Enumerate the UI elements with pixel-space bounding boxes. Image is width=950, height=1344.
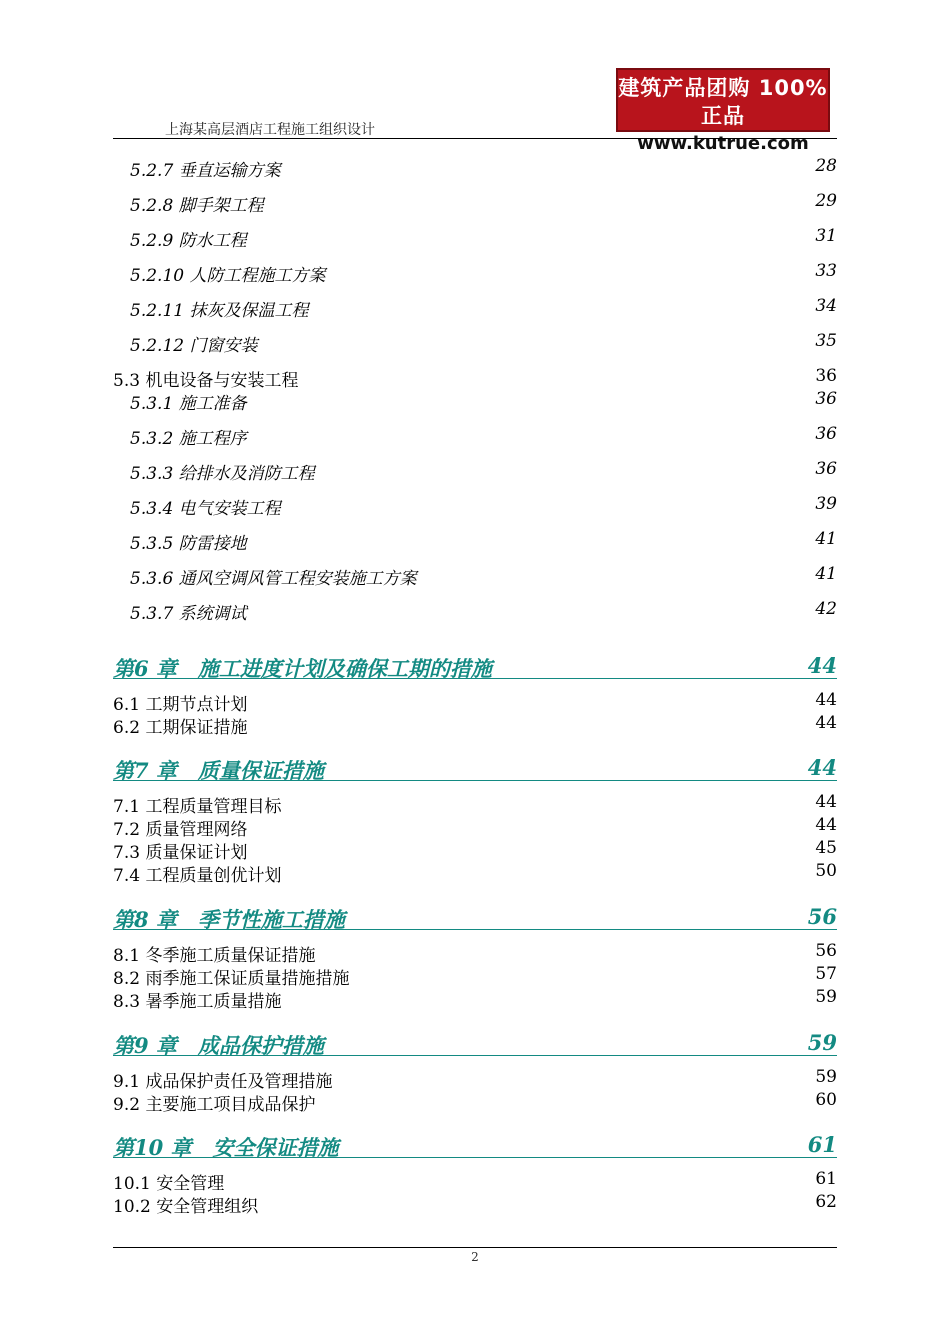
toc-entry[interactable] [0,366,950,390]
toc-entry-page: 31 [815,226,837,246]
chapter-underline [113,1055,837,1056]
toc-entry-title: 9.1 成品保护责任及管理措施 [113,1072,333,1092]
toc-entry-page: 44 [815,815,837,835]
toc-entry-title: 5.3.1 施工准备 [130,394,247,414]
toc-entry[interactable] [0,1090,950,1114]
toc-entry[interactable] [0,424,950,448]
toc-entry[interactable] [0,987,950,1011]
toc-entry-title: 5.3.5 防雷接地 [130,534,247,554]
toc-entry[interactable] [0,941,950,965]
toc-chapter-title: 第8 章 季节性施工措施 [113,907,345,932]
toc-entry[interactable] [0,156,950,180]
toc-entry-page: 29 [815,191,837,211]
toc-entry-title: 6.2 工期保证措施 [113,718,248,738]
document-header-title: 上海某高层酒店工程施工组织设计 [165,122,375,138]
toc-entry[interactable] [0,1192,950,1216]
toc-entry-page: 36 [815,366,837,386]
toc-entry-page: 45 [815,838,837,858]
toc-entry-title: 5.3.6 通风空调风管工程安装施工方案 [130,569,417,589]
toc-entry-page: 44 [815,690,837,710]
toc-entry-title: 8.2 雨季施工保证质量措施措施 [113,969,350,989]
toc-entry-title: 8.1 冬季施工质量保证措施 [113,946,316,966]
toc-entry[interactable] [0,964,950,988]
toc-chapter-heading[interactable] [0,1030,950,1060]
toc-entry[interactable] [0,713,950,737]
toc-entry-title: 7.1 工程质量管理目标 [113,797,282,817]
toc-entry-page: 60 [815,1090,837,1110]
toc-chapter-heading[interactable] [0,755,950,785]
toc-entry-title: 5.2.7 垂直运输方案 [130,161,281,181]
toc-chapter-heading[interactable] [0,653,950,683]
toc-entry-title: 8.3 暑季施工质量措施 [113,992,282,1012]
toc-entry[interactable] [0,529,950,553]
toc-entry-title: 5.2.10 人防工程施工方案 [130,266,326,286]
toc-entry[interactable] [0,191,950,215]
toc-chapter-heading[interactable] [0,904,950,934]
toc-entry-page: 59 [815,1067,837,1087]
toc-entry[interactable] [0,861,950,885]
header-rule [113,138,837,139]
toc-entry[interactable] [0,815,950,839]
logo-url: www.kutrue.com [622,132,824,156]
toc-entry[interactable] [0,389,950,413]
toc-chapter-page: 59 [807,1030,837,1055]
toc-entry[interactable] [0,494,950,518]
toc-entry-title: 10.1 安全管理 [113,1174,225,1194]
chapter-underline [113,1157,837,1158]
toc-entry[interactable] [0,331,950,355]
toc-chapter-title: 第9 章 成品保护措施 [113,1033,324,1058]
toc-entry[interactable] [0,690,950,714]
toc-entry-page: 44 [815,713,837,733]
toc-entry-page: 41 [815,564,837,584]
toc-entry-page: 36 [815,424,837,444]
toc-entry[interactable] [0,1067,950,1091]
toc-entry-title: 5.3.2 施工程序 [130,429,247,449]
toc-entry-page: 61 [815,1169,837,1189]
toc-entry-page: 44 [815,792,837,812]
toc-entry-title: 5.2.11 抹灰及保温工程 [130,301,309,321]
toc-entry-title: 5.3 机电设备与安装工程 [113,371,299,391]
footer-rule [113,1247,837,1248]
toc-entry-title: 5.3.7 系统调试 [130,604,247,624]
toc-entry-title: 5.3.4 电气安装工程 [130,499,281,519]
toc-entry-page: 36 [815,459,837,479]
toc-entry-page: 57 [815,964,837,984]
toc-entry-page: 42 [815,599,837,619]
toc-entry-page: 62 [815,1192,837,1212]
toc-entry-page: 39 [815,494,837,514]
toc-entry-title: 5.3.3 给排水及消防工程 [130,464,315,484]
toc-entry[interactable] [0,459,950,483]
toc-entry-title: 5.2.9 防水工程 [130,231,247,251]
toc-chapter-page: 56 [807,904,837,929]
toc-entry[interactable] [0,564,950,588]
toc-entry-title: 5.2.12 门窗安装 [130,336,258,356]
toc-chapter-page: 44 [807,653,837,678]
logo-slogan: 建筑产品团购 100%正品 [618,76,828,128]
toc-chapter-page: 44 [807,755,837,780]
kutrue-logo[interactable] [616,68,830,154]
toc-entry-page: 28 [815,156,837,176]
toc-chapter-title: 第10 章 安全保证措施 [113,1135,339,1160]
toc-chapter-title: 第6 章 施工进度计划及确保工期的措施 [113,656,492,681]
toc-entry-title: 9.2 主要施工项目成品保护 [113,1095,316,1115]
toc-entry-page: 33 [815,261,837,281]
toc-entry-title: 6.1 工期节点计划 [113,695,248,715]
toc-entry-page: 50 [815,861,837,881]
page-number: 2 [471,1250,479,1264]
toc-chapter-heading[interactable] [0,1132,950,1162]
toc-entry[interactable] [0,792,950,816]
toc-entry-title: 7.3 质量保证计划 [113,843,248,863]
toc-entry-title: 10.2 安全管理组织 [113,1197,259,1217]
toc-entry[interactable] [0,226,950,250]
toc-entry-page: 35 [815,331,837,351]
toc-entry-page: 34 [815,296,837,316]
toc-entry[interactable] [0,838,950,862]
chapter-underline [113,678,837,679]
toc-entry[interactable] [0,599,950,623]
toc-entry[interactable] [0,261,950,285]
toc-chapter-page: 61 [807,1132,837,1157]
chapter-underline [113,780,837,781]
toc-entry-title: 5.2.8 脚手架工程 [130,196,264,216]
toc-entry-title: 7.2 质量管理网络 [113,820,248,840]
toc-entry-page: 36 [815,389,837,409]
toc-entry-page: 59 [815,987,837,1007]
toc-entry-page: 41 [815,529,837,549]
chapter-underline [113,929,837,930]
toc-entry[interactable] [0,296,950,320]
toc-entry-title: 7.4 工程质量创优计划 [113,866,282,886]
toc-chapter-title: 第7 章 质量保证措施 [113,758,324,783]
toc-entry-page: 56 [815,941,837,961]
toc-entry[interactable] [0,1169,950,1193]
